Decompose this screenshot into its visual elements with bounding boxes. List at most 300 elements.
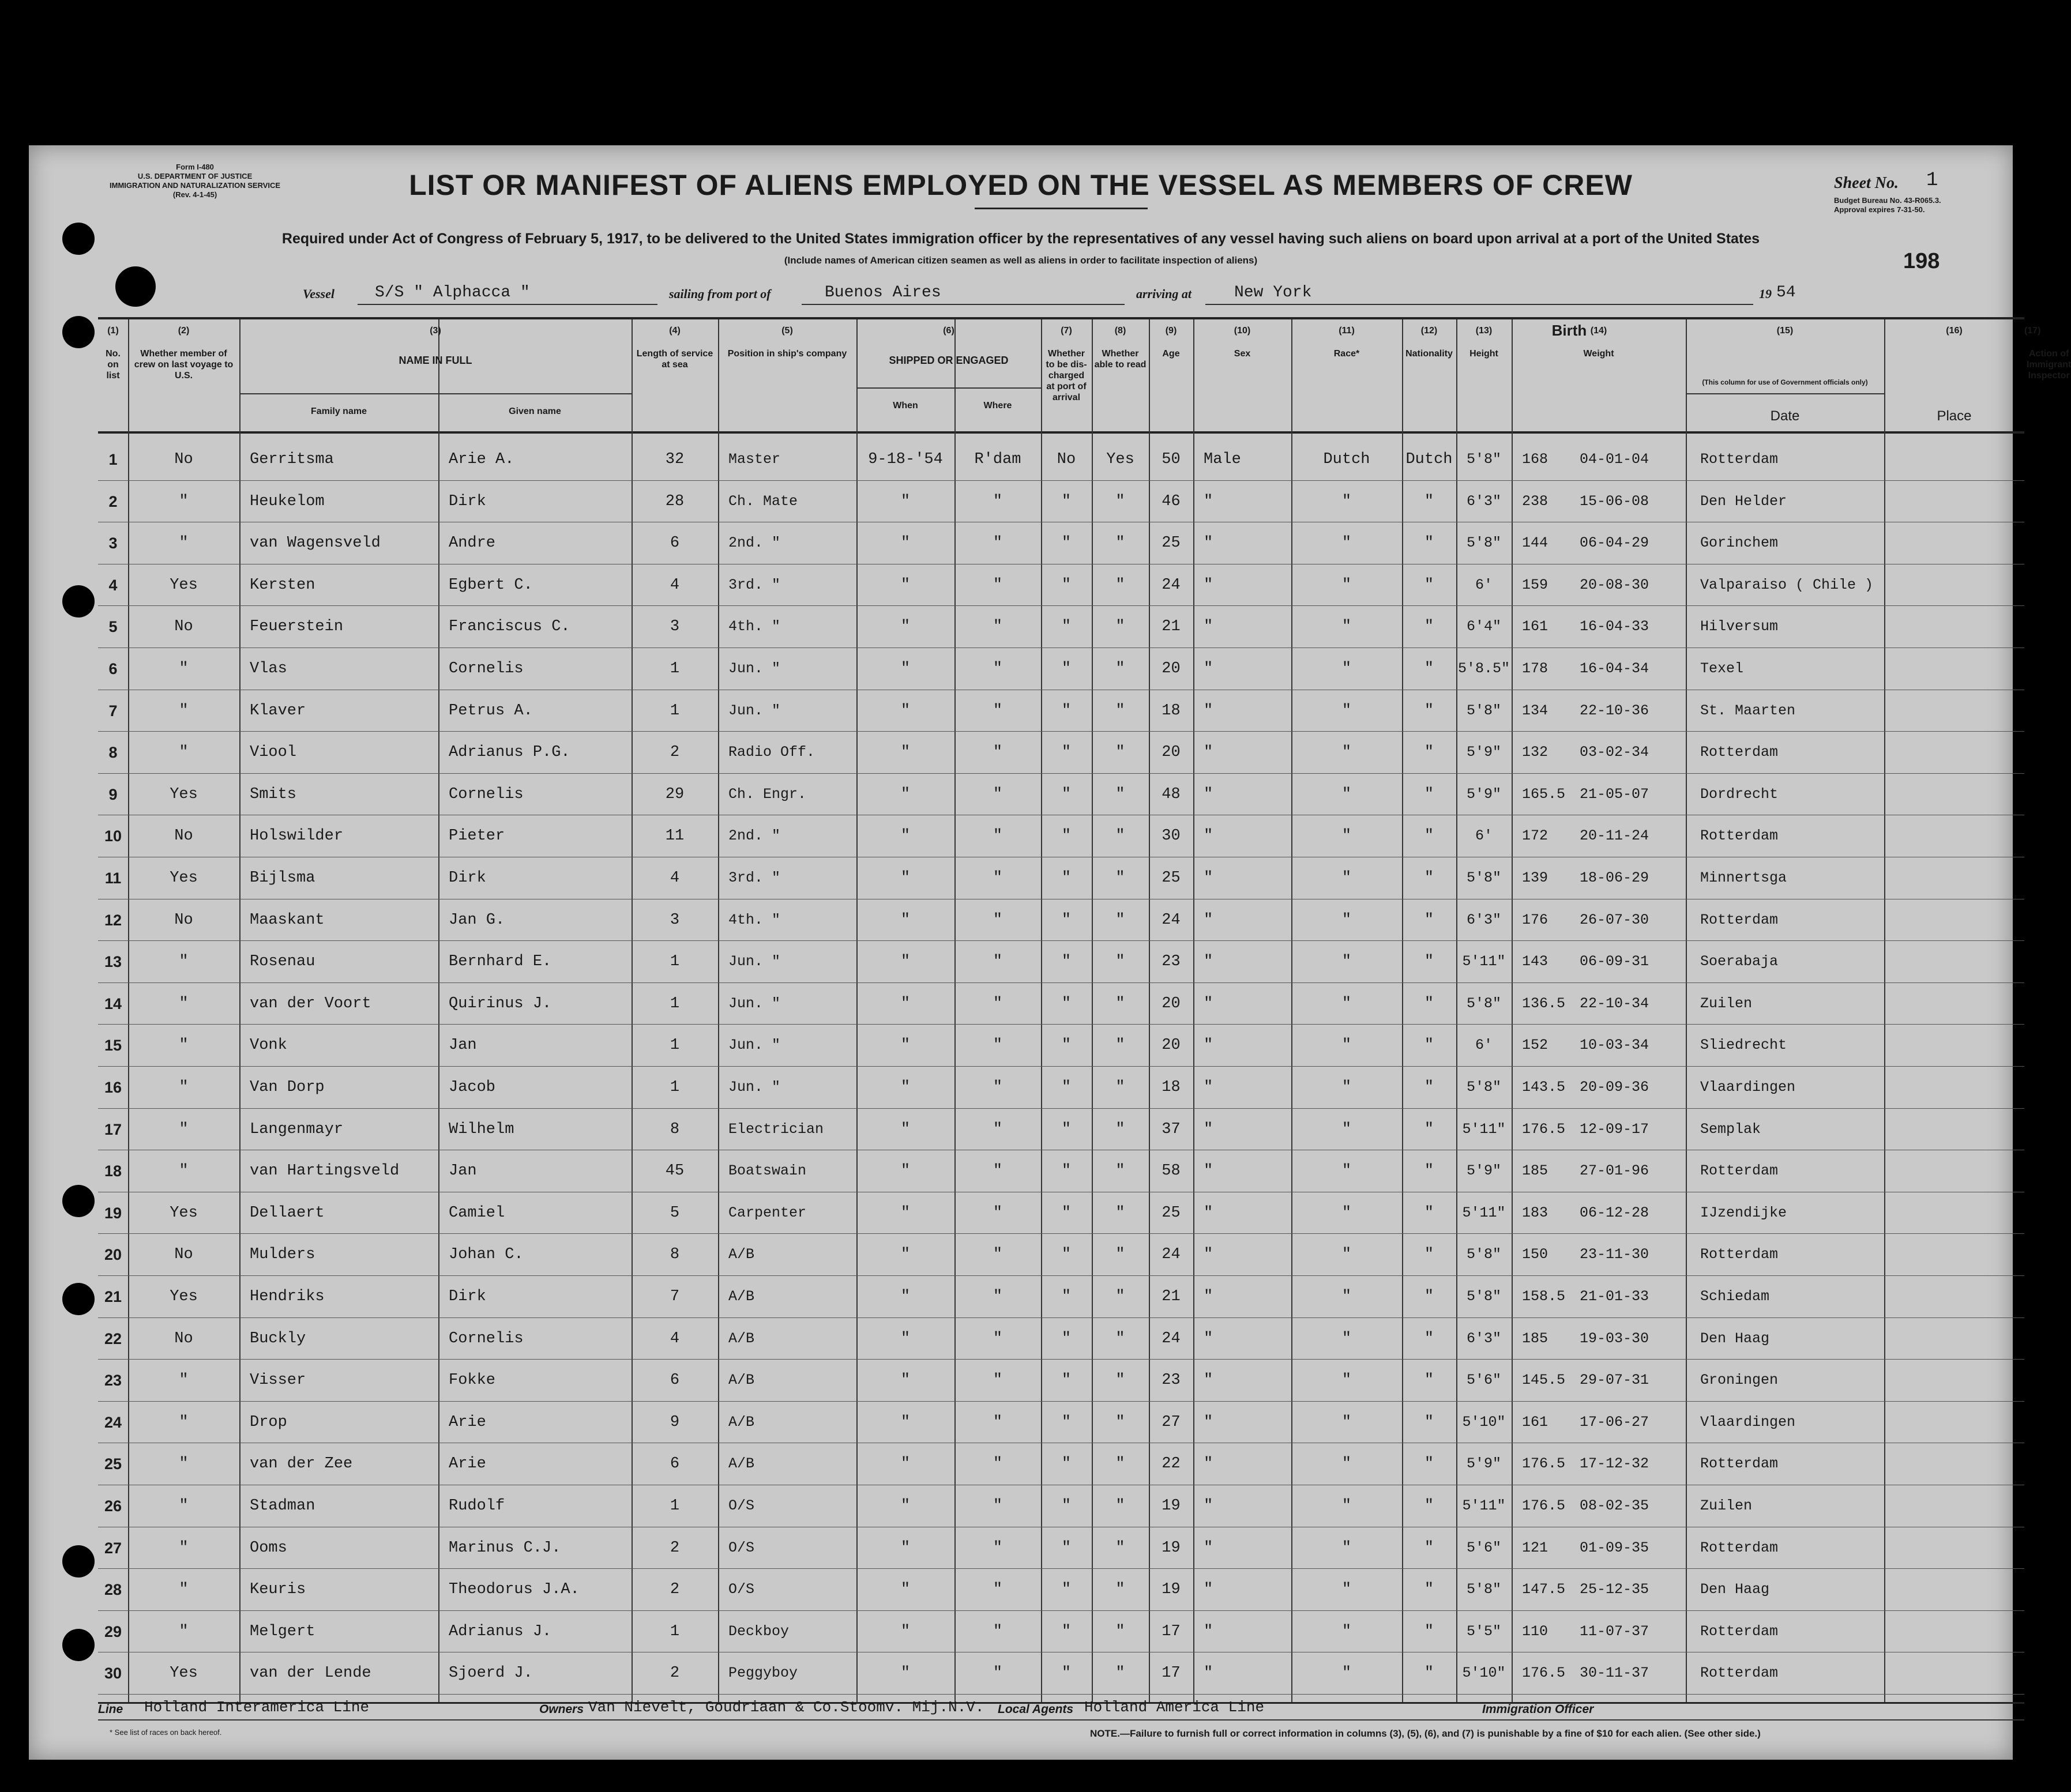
- birth-place-cell: Den Helder: [1700, 492, 1787, 510]
- position-cell: Jun. ": [728, 660, 781, 677]
- last-voyage-cell: ": [179, 1120, 189, 1138]
- family-name-cell: Klaver: [250, 702, 306, 720]
- sex-cell: ": [1204, 1246, 1213, 1264]
- shipped-when-cell: ": [900, 1120, 911, 1138]
- height-cell: 5'6": [1466, 1539, 1501, 1556]
- subheader-divider: [1686, 393, 1884, 394]
- birth-place-cell: Rotterdam: [1700, 1665, 1779, 1682]
- birth-date-cell: 20-11-24: [1580, 827, 1649, 845]
- height-cell: 5'6": [1466, 1372, 1501, 1389]
- table-row: [98, 566, 2024, 608]
- family-name-cell: Heukelom: [250, 492, 325, 510]
- table-row: [98, 1320, 2024, 1362]
- last-voyage-cell: ": [179, 534, 189, 552]
- shipped-where-cell: R'dam: [974, 451, 1021, 468]
- birth-place-cell: Sliedrecht: [1700, 1037, 1787, 1054]
- given-name-cell: Jan: [449, 1162, 477, 1180]
- col-12-header-label: Nationality: [1405, 349, 1453, 359]
- shipped-when-cell: ": [900, 1288, 911, 1305]
- height-cell: 5'8": [1466, 451, 1501, 468]
- shipped-where-cell: ": [993, 1665, 1003, 1682]
- race-cell: ": [1341, 660, 1352, 677]
- table-row: [98, 817, 2024, 859]
- shipped-when-cell: ": [900, 869, 911, 887]
- punch-hole: [62, 316, 95, 348]
- birth-place-cell: Valparaiso ( Chile ): [1700, 576, 1874, 593]
- shipped-when-cell: ": [900, 702, 911, 720]
- shipped-when-cell: ": [900, 1665, 911, 1682]
- service-length-cell: 2: [670, 1581, 680, 1599]
- shipped-where-cell: ": [993, 1288, 1003, 1305]
- table-row: [98, 1403, 2024, 1445]
- race-cell: ": [1341, 1037, 1352, 1055]
- height-cell: 5'9": [1466, 1455, 1501, 1473]
- able-to-read-cell: ": [1115, 1079, 1125, 1096]
- service-length-cell: 1: [670, 1079, 680, 1096]
- col-5-header-label: Position in ship's company: [727, 349, 847, 359]
- row-number: 14: [104, 995, 122, 1012]
- race-cell: ": [1341, 1581, 1352, 1599]
- row-number: 6: [108, 660, 118, 677]
- weight-cell: 183: [1522, 1204, 1548, 1221]
- family-name-cell: Ooms: [250, 1539, 287, 1557]
- height-cell: 5'8": [1466, 1288, 1501, 1305]
- col-4-header-label: Length of service at sea: [636, 349, 713, 370]
- budget-number: Budget Bureau No. 43-R065.3.: [1834, 196, 1941, 205]
- shipped-where-cell: ": [993, 1162, 1003, 1180]
- nationality-cell: ": [1424, 1665, 1434, 1682]
- discharged-cell: ": [1061, 1413, 1072, 1431]
- nationality-cell: ": [1424, 1372, 1434, 1390]
- position-cell: Peggyboy: [728, 1665, 798, 1682]
- subheader-split: [438, 393, 439, 431]
- height-cell: 5'11": [1462, 1497, 1506, 1514]
- race-cell: ": [1341, 1539, 1352, 1557]
- sex-cell: ": [1204, 827, 1213, 845]
- race-cell: ": [1341, 744, 1352, 762]
- shipped-where-cell: ": [993, 618, 1003, 636]
- birth-date-cell: 18-06-29: [1580, 869, 1649, 886]
- family-name-cell: Visser: [250, 1372, 306, 1390]
- able-to-read-cell: ": [1115, 953, 1125, 971]
- height-cell: 5'8": [1466, 1079, 1501, 1095]
- col-8-header-number: (8): [1114, 326, 1126, 336]
- weight-cell: 159: [1522, 576, 1548, 593]
- shipped-where-cell: ": [993, 827, 1003, 845]
- birth-date-cell: 22-10-36: [1580, 702, 1649, 719]
- given-name-cell: Cornelis: [449, 785, 524, 803]
- age-cell: 19: [1162, 1497, 1181, 1515]
- birth-place-cell: Den Haag: [1700, 1581, 1770, 1598]
- sex-cell: ": [1204, 1372, 1213, 1390]
- sex-cell: ": [1204, 1204, 1213, 1222]
- race-cell: ": [1341, 953, 1352, 971]
- shipped-when-cell: ": [900, 1037, 911, 1055]
- able-to-read-cell: ": [1115, 744, 1125, 762]
- col-9-header-label: Age: [1162, 349, 1180, 359]
- given-name-cell: Marinus C.J.: [449, 1539, 561, 1557]
- shipped-when-cell: ": [900, 995, 911, 1012]
- service-length-cell: 4: [670, 576, 680, 594]
- nationality-cell: ": [1424, 995, 1434, 1012]
- age-cell: 18: [1162, 1079, 1181, 1096]
- shipped-when-cell: ": [900, 1330, 911, 1347]
- year-suffix: 54: [1776, 284, 1796, 302]
- shipped-where-cell: ": [993, 995, 1003, 1012]
- age-cell: 21: [1162, 618, 1181, 636]
- shipped-when-cell: ": [900, 785, 911, 803]
- able-to-read-cell: ": [1115, 1622, 1125, 1640]
- weight-cell: 176.5: [1522, 1455, 1566, 1473]
- sex-cell: ": [1204, 1120, 1213, 1138]
- shipped-where-cell: ": [993, 492, 1003, 510]
- weight-cell: 161: [1522, 1413, 1548, 1430]
- officer-field: [1482, 1702, 1593, 1716]
- shipped-when-cell: ": [900, 492, 911, 510]
- able-to-read-cell: ": [1115, 660, 1125, 677]
- col-16-header-label: Place: [1937, 408, 1972, 424]
- given-name-cell: Quirinus J.: [449, 995, 552, 1012]
- family-name-cell: Langenmayr: [250, 1120, 344, 1138]
- punch-hole: [62, 585, 95, 618]
- birth-place-cell: Hilversum: [1700, 618, 1779, 635]
- col-15-header-number: (15): [1776, 326, 1794, 336]
- age-cell: 46: [1162, 492, 1181, 510]
- discharged-cell: ": [1061, 1455, 1072, 1473]
- last-voyage-cell: No: [174, 451, 193, 468]
- race-cell: ": [1341, 785, 1352, 803]
- given-name-cell: Jan: [449, 1037, 477, 1055]
- service-length-cell: 3: [670, 911, 680, 929]
- service-length-cell: 8: [670, 1120, 680, 1138]
- service-length-cell: 1: [670, 1037, 680, 1055]
- sex-cell: ": [1204, 534, 1213, 552]
- col-14-header-label: Weight: [1583, 349, 1614, 359]
- weight-cell: 238: [1522, 492, 1548, 510]
- row-number: 2: [108, 492, 118, 510]
- col-7-header-label: Whether to be dis-charged at port of arrival: [1046, 349, 1087, 402]
- given-name-cell: Cornelis: [449, 660, 524, 677]
- race-cell: ": [1341, 1455, 1352, 1473]
- age-cell: 23: [1162, 953, 1181, 971]
- race-cell: ": [1341, 534, 1352, 552]
- discharged-cell: ": [1061, 576, 1072, 594]
- punch-hole: [62, 223, 95, 255]
- race-cell: ": [1341, 618, 1352, 636]
- nationality-cell: ": [1424, 1455, 1434, 1473]
- family-name-cell: Holswilder: [250, 827, 344, 845]
- position-cell: A/B: [728, 1330, 755, 1347]
- sex-cell: ": [1204, 911, 1213, 929]
- sex-cell: ": [1204, 1162, 1213, 1180]
- able-to-read-cell: ": [1115, 576, 1125, 594]
- inspector-column-note: (This column for use of Government officials only): [1702, 378, 1868, 386]
- position-cell: Master: [728, 451, 781, 468]
- able-to-read-cell: ": [1115, 1539, 1125, 1557]
- age-cell: 30: [1162, 827, 1181, 845]
- sex-cell: ": [1204, 492, 1213, 510]
- birth-place-cell: IJzendijke: [1700, 1204, 1787, 1221]
- family-name-cell: Vonk: [250, 1037, 287, 1055]
- owners-value: Van Nievelt, Goudriaan & Co.Stoomv. Mij.N.V.: [588, 1699, 984, 1716]
- sex-cell: ": [1204, 1288, 1213, 1305]
- owners-label: Owners: [539, 1703, 584, 1716]
- weight-cell: 176.5: [1522, 1665, 1566, 1682]
- col-11-header-label: Race*: [1333, 349, 1360, 359]
- weight-cell: 143: [1522, 953, 1548, 970]
- height-cell: 5'5": [1466, 1622, 1501, 1640]
- last-voyage-cell: Yes: [170, 869, 198, 887]
- shipped-where-cell: ": [993, 869, 1003, 887]
- able-to-read-cell: ": [1115, 1581, 1125, 1599]
- given-name-cell: Theodorus J.A.: [449, 1581, 580, 1599]
- family-name-cell: Buckly: [250, 1330, 306, 1347]
- table-row: [98, 483, 2024, 525]
- able-to-read-cell: ": [1115, 1204, 1125, 1222]
- age-cell: 18: [1162, 702, 1181, 720]
- weight-cell: 168: [1522, 451, 1548, 468]
- height-cell: 6'3": [1466, 911, 1501, 928]
- punch-hole: [62, 1185, 95, 1217]
- nationality-cell: ": [1424, 492, 1434, 510]
- table-row: [98, 1236, 2024, 1278]
- sex-cell: ": [1204, 1413, 1213, 1431]
- races-footnote: * See list of races on back hereof.: [110, 1728, 222, 1737]
- last-voyage-cell: ": [179, 660, 189, 677]
- sailing-underline: [802, 304, 1125, 305]
- shipped-where-cell: ": [993, 1455, 1003, 1473]
- age-cell: 37: [1162, 1120, 1181, 1138]
- discharged-cell: ": [1061, 1330, 1072, 1347]
- height-cell: 6'3": [1466, 492, 1501, 510]
- position-cell: O/S: [728, 1497, 755, 1514]
- birth-place-cell: Zuilen: [1700, 995, 1753, 1012]
- birth-date-cell: 16-04-33: [1580, 618, 1649, 635]
- family-name-cell: Gerritsma: [250, 451, 334, 468]
- nationality-cell: ": [1424, 1413, 1434, 1431]
- service-length-cell: 1: [670, 1497, 680, 1515]
- table-row: [98, 1487, 2024, 1529]
- table-row: [98, 1026, 2024, 1068]
- service-length-cell: 32: [665, 451, 685, 468]
- family-name-header: Family name: [311, 406, 367, 416]
- service-length-cell: 2: [670, 744, 680, 762]
- shipped-where-cell: ": [993, 744, 1003, 762]
- shipped-where-cell: ": [993, 953, 1003, 971]
- birth-place-cell: Rotterdam: [1700, 827, 1779, 845]
- row-number: 29: [104, 1622, 122, 1640]
- height-cell: 6': [1475, 827, 1493, 845]
- birth-place-cell: Rotterdam: [1700, 744, 1779, 761]
- birth-place-cell: Vlaardingen: [1700, 1413, 1796, 1430]
- birth-place-cell: Groningen: [1700, 1372, 1779, 1389]
- service-length-cell: 6: [670, 534, 680, 552]
- birth-date-cell: 25-12-35: [1580, 1581, 1649, 1598]
- discharged-cell: ": [1061, 1665, 1072, 1682]
- race-cell: ": [1341, 995, 1352, 1012]
- row-number: 9: [108, 785, 118, 803]
- age-cell: 24: [1162, 1246, 1181, 1264]
- position-cell: 4th. ": [728, 911, 781, 928]
- able-to-read-cell: ": [1115, 492, 1125, 510]
- able-to-read-cell: ": [1115, 1330, 1125, 1347]
- weight-cell: 185: [1522, 1162, 1548, 1180]
- last-voyage-cell: No: [174, 1246, 193, 1264]
- weight-cell: 152: [1522, 1037, 1548, 1054]
- birth-place-cell: Minnertsga: [1700, 869, 1787, 886]
- shipped-where-cell: ": [993, 1497, 1003, 1515]
- shipped-when-cell: ": [900, 1079, 911, 1096]
- table-row: [98, 441, 2024, 483]
- height-cell: 5'8": [1466, 995, 1501, 1012]
- family-name-cell: Viool: [250, 744, 297, 762]
- subheader-divider: [239, 393, 632, 394]
- weight-cell: 176.5: [1522, 1497, 1566, 1514]
- col-3-header-number: (3): [430, 326, 441, 336]
- birth-date-cell: 30-11-37: [1580, 1665, 1649, 1682]
- row-number: 25: [104, 1455, 122, 1473]
- shipped-where-cell: ": [993, 1622, 1003, 1640]
- discharged-cell: ": [1061, 953, 1072, 971]
- shipped-where-cell: ": [993, 785, 1003, 803]
- discharged-cell: ": [1061, 995, 1072, 1012]
- birth-place-cell: Rotterdam: [1700, 1162, 1779, 1180]
- last-voyage-cell: ": [179, 1622, 189, 1640]
- shipped-when-cell: ": [900, 576, 911, 594]
- shipped-where-cell: ": [993, 660, 1003, 677]
- birth-date-cell: 08-02-35: [1580, 1497, 1649, 1514]
- family-name-cell: Mulders: [250, 1246, 315, 1264]
- approval-expiry: Approval expires 7-31-50.: [1834, 205, 1925, 214]
- position-cell: Jun. ": [728, 1079, 781, 1095]
- col-11-header-number: (11): [1339, 326, 1355, 336]
- birth-place-cell: Rotterdam: [1700, 1246, 1779, 1263]
- birth-place-cell: Semplak: [1700, 1120, 1761, 1138]
- row-number: 18: [104, 1162, 122, 1180]
- race-cell: ": [1341, 869, 1352, 887]
- family-name-cell: Rosenau: [250, 953, 315, 971]
- position-cell: A/B: [728, 1288, 755, 1305]
- punch-hole: [62, 1629, 95, 1661]
- last-voyage-cell: ": [179, 1539, 189, 1557]
- able-to-read-cell: ": [1115, 1665, 1125, 1682]
- given-name-cell: Arie: [449, 1455, 486, 1473]
- given-name-cell: Franciscus C.: [449, 618, 570, 636]
- row-number: 20: [104, 1246, 122, 1264]
- family-name-cell: Stadman: [250, 1497, 315, 1515]
- service-length-cell: 9: [670, 1413, 680, 1431]
- row-number: 4: [108, 576, 118, 594]
- shipped-where-cell: ": [993, 1037, 1003, 1055]
- given-name-cell: Cornelis: [449, 1330, 524, 1347]
- row-number: 19: [104, 1204, 122, 1222]
- age-cell: 48: [1162, 785, 1181, 803]
- birth-date-cell: 27-01-96: [1580, 1162, 1649, 1180]
- discharged-cell: ": [1061, 869, 1072, 887]
- last-voyage-cell: Yes: [170, 1204, 198, 1222]
- service-name: IMMIGRATION AND NATURALIZATION SERVICE: [110, 181, 281, 190]
- budget-info: [1834, 196, 1941, 214]
- table-row: [98, 1571, 2024, 1613]
- age-cell: 23: [1162, 1372, 1181, 1390]
- sex-cell: ": [1204, 1497, 1213, 1515]
- position-cell: Boatswain: [728, 1162, 807, 1180]
- last-voyage-cell: ": [179, 1162, 189, 1180]
- race-cell: ": [1341, 1079, 1352, 1096]
- able-to-read-cell: ": [1115, 785, 1125, 803]
- col-4-header-number: (4): [669, 326, 681, 336]
- age-cell: 25: [1162, 869, 1181, 887]
- vessel-underline: [358, 304, 657, 305]
- punch-hole: [62, 1283, 95, 1315]
- sailing-label: sailing from port of: [669, 287, 771, 301]
- row-number: 13: [104, 953, 122, 971]
- discharged-cell: ": [1061, 827, 1072, 845]
- nationality-cell: ": [1424, 827, 1434, 845]
- family-name-cell: Van Dorp: [250, 1079, 325, 1096]
- row-number: 28: [104, 1581, 122, 1599]
- table-row: [98, 692, 2024, 734]
- race-cell: ": [1341, 1204, 1352, 1222]
- agents-label: Local Agents: [998, 1703, 1074, 1716]
- discharged-cell: ": [1061, 911, 1072, 929]
- race-cell: ": [1341, 1413, 1352, 1431]
- shipped-when-cell: ": [900, 1246, 911, 1264]
- service-length-cell: 1: [670, 702, 680, 720]
- shipped-where-cell: ": [993, 534, 1003, 552]
- race-cell: ": [1341, 492, 1352, 510]
- able-to-read-cell: ": [1115, 1372, 1125, 1390]
- col-5-header-number: (5): [781, 326, 793, 336]
- table-row: [98, 985, 2024, 1027]
- col-13-header-number: (13): [1475, 326, 1493, 336]
- discharged-cell: ": [1061, 1539, 1072, 1557]
- nationality-cell: ": [1424, 1162, 1434, 1180]
- shipped-when-cell: ": [900, 660, 911, 677]
- col-10-header-number: (10): [1234, 326, 1251, 336]
- sheet-number-label: Sheet No.: [1834, 174, 1899, 192]
- able-to-read-cell: ": [1115, 1037, 1125, 1055]
- position-cell: O/S: [728, 1581, 755, 1598]
- discharged-cell: ": [1061, 1497, 1072, 1515]
- discharged-cell: ": [1061, 1037, 1072, 1055]
- table-row: [98, 901, 2024, 943]
- able-to-read-cell: ": [1115, 869, 1125, 887]
- sex-cell: ": [1204, 1539, 1213, 1557]
- position-cell: Jun. ": [728, 702, 781, 719]
- race-cell: ": [1341, 1246, 1352, 1264]
- row-number: 26: [104, 1497, 122, 1515]
- sailing-port: Buenos Aires: [825, 284, 941, 302]
- row-number: 21: [104, 1288, 122, 1305]
- position-cell: O/S: [728, 1539, 755, 1556]
- row-number: 23: [104, 1372, 122, 1390]
- penalty-note: NOTE.—Failure to furnish full or correct information in columns (3), (5), (6), and (7) is punishable by a fine of $10 for each alien. (See other side.): [1090, 1728, 1761, 1739]
- col-10-header-label: Sex: [1234, 349, 1251, 359]
- able-to-read-cell: ": [1115, 1246, 1125, 1264]
- given-name-cell: Dirk: [449, 492, 486, 510]
- position-cell: Jun. ": [728, 995, 781, 1012]
- nationality-cell: ": [1424, 1330, 1434, 1347]
- given-name-header: Given name: [509, 406, 561, 416]
- row-number: 30: [104, 1665, 122, 1682]
- last-voyage-cell: ": [179, 492, 189, 510]
- given-name-cell: Adrianus P.G.: [449, 744, 570, 762]
- able-to-read-cell: ": [1115, 1162, 1125, 1180]
- nationality-cell: ": [1424, 1204, 1434, 1222]
- race-cell: ": [1341, 1665, 1352, 1682]
- last-voyage-cell: ": [179, 953, 189, 971]
